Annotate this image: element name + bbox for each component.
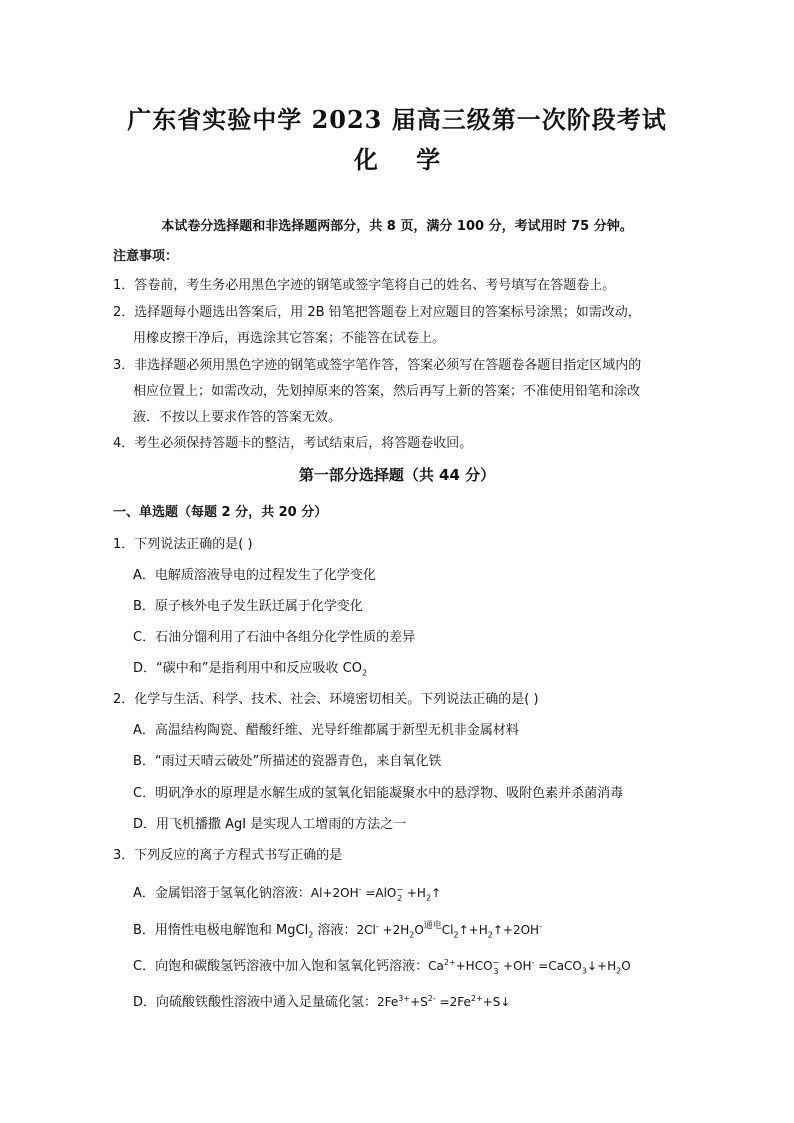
q2-option-c: C．明矾净水的原理是水解生成的氢氧化铝能凝聚水中的悬浮物、吸附色素并杀菌消毒 — [133, 786, 624, 801]
notes-heading: 注意事项： — [113, 249, 179, 264]
note-item-3-cont2: 液．不按以上要求作答的答案无效。 — [133, 410, 342, 425]
q1-option-d: D．“碳中和”是指利用中和反应吸收 $CO_2$ — [133, 661, 368, 678]
q2-option-a: A．高温结构陶瓷、醋酸纤维、光导纤维都属于新型无机非金属材料 — [133, 723, 519, 738]
q3-option-b: B．用惰性电极电解饱和 MgCl$_2$ 溶液：$2Cl^- +2H_2O^{通电}Cl_2↑+H_2↑+2OH^-$ — [133, 921, 542, 940]
q1-option-c: C．石油分馏利用了石油中各组分化学性质的差异 — [133, 630, 416, 645]
q1-option-b: B．原子核外电子发生跃迁属于化学变化 — [133, 599, 363, 614]
q3-option-d: D．向硫酸铁酸性溶液中通入足量硫化氢：$2Fe^{3+}+S^{2-}$ $=2Fe^{2+}+S↓$ — [133, 994, 511, 1010]
note-item-2: 2．选择题每小题选出答案后，用 2B 铅笔把答题卷上对应题目的答案标号涂黑；如需改动， — [113, 305, 641, 320]
q2-option-d: D．用飞机播撒 AgI 是实现人工增雨的方法之一 — [133, 817, 407, 832]
part-title: 一、单选题（每题 2 分，共 20 分） — [113, 505, 328, 520]
q3-option-c: C．向饱和碳酸氢钙溶液中加入饱和氢氧化钙溶液：$Ca^{2+}+HCO$ − 3 $+OH^- =CaCO_3↓+H_2O$ — [133, 957, 631, 976]
q3-stem: 3．下列反应的离子方程式书写正确的是 — [113, 848, 343, 863]
note-item-1: 1．答卷前，考生务必用黑色字迹的钢笔或签字笔将自己的姓名、考号填写在答题卷上。 — [113, 278, 616, 293]
q3-option-a: A．金属铝溶于氢氧化钠溶液：Al+2OH- =AlO − 2 $+H_2↑$ — [133, 884, 442, 903]
q2-stem: 2．化学与生活、科学、技术、社会、环境密切相关。下列说法正确的是( ) — [113, 692, 539, 707]
subject-title: 化 学 — [353, 145, 441, 174]
q1-option-a: A．电解质溶液导电的过程发生了化学变化 — [133, 568, 376, 583]
exam-intro: 本试卷分选择题和非选择题两部分，共 8 页，满分 100 分，考试用时 75 分钟。 — [161, 219, 633, 234]
electrolysis-condition: 通电 — [423, 921, 442, 931]
note-item-4: 4．考生必须保持答题卡的整洁，考试结束后，将答题卷收回。 — [113, 436, 473, 451]
q2-option-b: B．“雨过天晴云破处”所描述的瓷器青色，来自氧化铁 — [133, 754, 442, 769]
q1-stem: 1．下列说法正确的是( ) — [113, 537, 253, 552]
note-item-3-cont1: 相应位置上；如需改动，先划掉原来的答案，然后再写上新的答案；不准使用铅笔和涂改 — [133, 384, 641, 399]
section-title: 第一部分选择题（共 44 分） — [298, 466, 496, 484]
note-item-2-cont: 用橡皮擦干净后，再选涂其它答案；不能答在试卷上。 — [133, 331, 446, 346]
note-item-3: 3．非选择题必须用黑色字迹的钢笔或签字笔作答，答案必须写在答题卷各题目指定区域内的 — [113, 358, 642, 373]
exam-title: 广东省实验中学 2023 届高三级第一次阶段考试 — [127, 105, 667, 134]
